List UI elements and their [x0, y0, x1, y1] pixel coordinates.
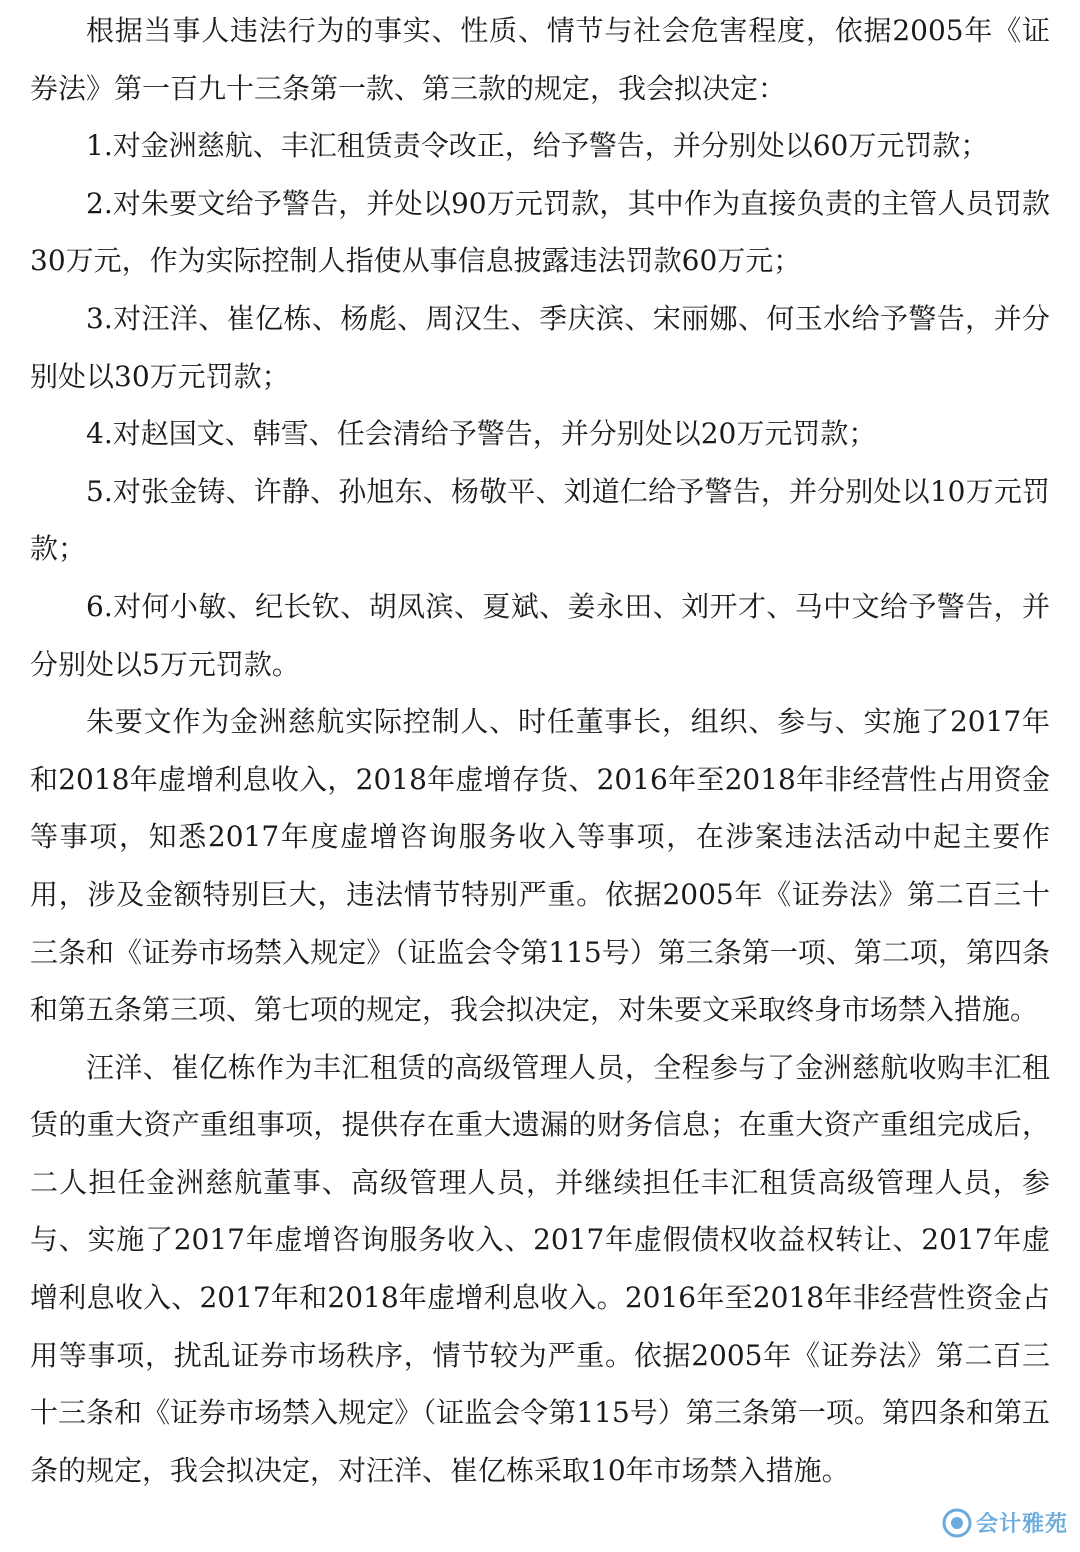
list-item-5: 5.对张金铸、许静、孙旭东、杨敬平、刘道仁给予警告，并分别处以10万元罚款； — [30, 474, 1050, 566]
watermark-text: 会计雅苑 — [975, 1512, 1068, 1537]
paragraph-zhu-yaowen: 朱要文作为金洲慈航实际控制人、时任董事长，组织、参与、实施了2017年和2018年虚增利息收入，2018年虚增存货、2016年至2018年非经营性占用资金等事项，知悉2017年度虚增咨询服务收入等事项，在涉案违法活动中起主要作用，涉及金额特别巨大，违法情节特别严重。依据2005年《证券法》第二百三十三条和《证券市场禁入规定》（证监会令第115号）第三条第一项、第二项，第四条和第五条第三项、第七项的规定，我会拟决定，对朱要文采取终身市场禁入措施。 — [30, 705, 1050, 1027]
watermark — [942, 1507, 1068, 1538]
list-item-3: 3.对汪洋、崔亿栋、杨彪、周汉生、季庆滨、宋丽娜、何玉水给予警告，并分别处以30万元罚款； — [30, 301, 1050, 393]
list-item-2: 2.对朱要文给予警告，并处以90万元罚款，其中作为直接负责的主管人员罚款30万元，作为实际控制人指使从事信息披露违法罚款60万元； — [30, 186, 1050, 278]
list-item-6: 6.对何小敏、纪长钦、胡凤滨、夏斌、姜永田、刘开才、马中文给予警告，并分别处以5万元罚款。 — [30, 589, 1050, 681]
document-body — [30, 2, 1050, 1499]
paragraph-intro: 根据当事人违法行为的事实、性质、情节与社会危害程度，依据2005年《证券法》第一百九十三条第一款、第三款的规定，我会拟决定： — [30, 14, 1050, 105]
account-logo-icon — [942, 1508, 972, 1538]
paragraph-wang-cui: 汪洋、崔亿栋作为丰汇租赁的高级管理人员，全程参与了金洲慈航收购丰汇租赁的重大资产重组事项，提供存在重大遗漏的财务信息；在重大资产重组完成后，二人担任金洲慈航董事、高级管理人员，并继续担任丰汇租赁高级管理人员，参与、实施了2017年虚增咨询服务收入、2017年虚假债权收益权转让、2017年虚增利息收入、2017年和2018年虚增利息收入。2016年至2018年非经营性资金占用等事项，扰乱证券市场秩序，情节较为严重。依据2005年《证券法》第二百三十三条和《证券市场禁入规定》（证监会令第115号）第三条第一项。第四条和第五条的规定，我会拟决定，对汪洋、崔亿栋采取10年市场禁入措施。 — [30, 1050, 1050, 1487]
list-item-4: 4.对赵国文、韩雪、任会清给予警告，并分别处以20万元罚款； — [86, 417, 877, 451]
list-item-1: 1.对金洲慈航、丰汇租赁责令改正，给予警告，并分别处以60万元罚款； — [86, 129, 989, 163]
